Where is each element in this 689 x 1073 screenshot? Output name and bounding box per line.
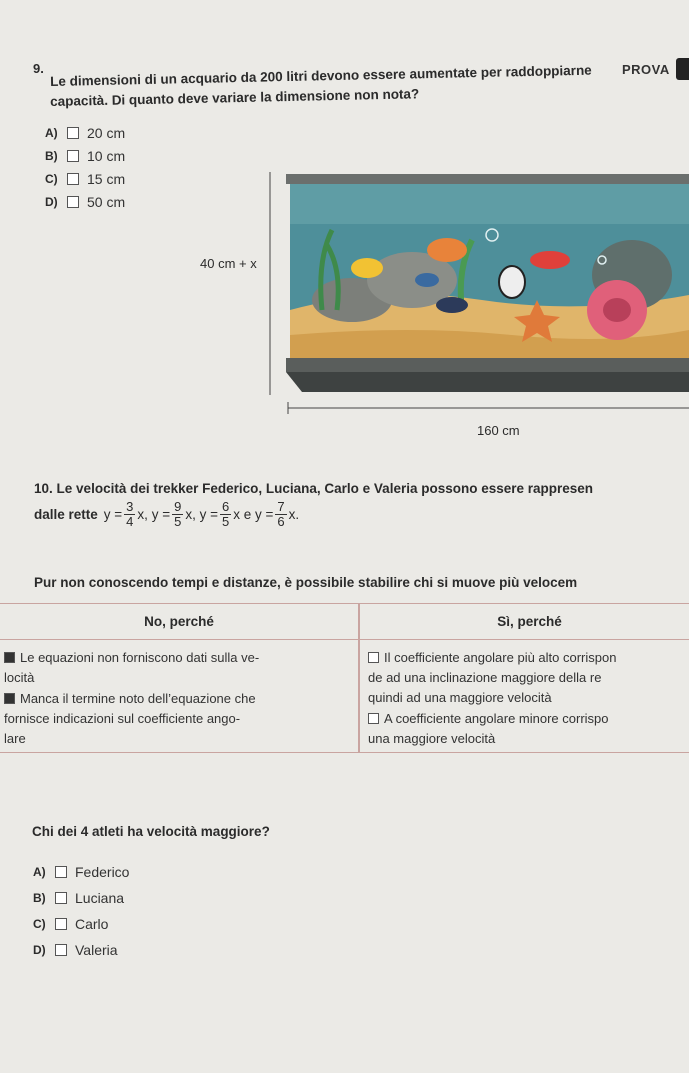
q9-option-c-checkbox[interactable] <box>67 173 79 185</box>
q10-option-d-text: Valeria <box>75 942 118 958</box>
q10-option-d-letter: D) <box>33 943 46 957</box>
q10-line2-prefix: dalle rette <box>34 507 98 522</box>
fish <box>415 273 439 287</box>
fraction-6-5: $\frac{6}{5}$ <box>221 499 230 529</box>
si-option-2-text-cont: una maggiore velocità <box>368 731 496 746</box>
prova-tab-marker <box>676 58 689 80</box>
q10-equations <box>34 500 299 529</box>
q9-option-d-letter: D) <box>45 195 58 209</box>
q10-number: 10. <box>34 481 53 496</box>
q10-option-b-checkbox[interactable] <box>55 892 67 904</box>
aquarium-illustration <box>262 160 689 415</box>
q9-text-line2: capacità. Di quanto deve variare la dimensione non nota? <box>50 86 420 109</box>
q10-option-b-letter: B) <box>33 891 46 905</box>
si-option-2-text: A coefficiente angolare minore corrispo <box>384 711 609 726</box>
q10-option-a-checkbox[interactable] <box>55 866 67 878</box>
eq3-x: x e <box>233 507 252 522</box>
q9-option-c-letter: C) <box>45 172 58 186</box>
no-option-1-text: Le equazioni non forniscono dati sulla ve- <box>20 650 260 665</box>
fraction-7-6: $\frac{7}{6}$ <box>277 499 285 529</box>
q10-line1: Le velocità dei trekker Federico, Luciana, Carlo e Valeria possono essere rappresen <box>56 481 594 496</box>
fish <box>436 297 468 313</box>
no-option-2[interactable] <box>4 689 256 749</box>
eq4-x: x. <box>288 507 300 522</box>
fish <box>351 258 383 278</box>
q10-option-a[interactable] <box>33 864 129 880</box>
q9-option-a-letter: A) <box>45 126 58 140</box>
eq3-lhs: y = <box>199 507 218 522</box>
q10-option-c-letter: C) <box>33 917 46 931</box>
q10-intro: Pur non conoscendo tempi e distanze, è possibile stabilire chi si muove più velocem <box>34 575 578 590</box>
fraction-9-5: $\frac{9}{5}$ <box>174 499 182 529</box>
q9-option-c[interactable] <box>45 171 125 187</box>
q9-option-b-checkbox[interactable] <box>67 150 79 162</box>
q10-option-b[interactable] <box>33 890 129 906</box>
q9-text-line1: Le dimensioni di un acquario da 200 litri devono essere aumentate per raddoppiarne <box>50 62 592 89</box>
q9-option-a-text: 20 cm <box>87 125 126 141</box>
no-option-2-text-cont: fornisce indicazioni sul coefficiente ango- <box>4 711 241 726</box>
table-header-no: No, perché <box>0 604 358 640</box>
q10-option-a-text: Federico <box>75 864 130 880</box>
no-option-2-text: Manca il termine noto dell’equazione che <box>20 691 256 706</box>
aquarium-length-label: 160 cm <box>477 423 520 438</box>
q9-option-a-checkbox[interactable] <box>67 127 79 139</box>
q9-option-b[interactable] <box>45 148 125 164</box>
si-option-1-text-cont2: quindi ad una maggiore velocità <box>368 690 552 705</box>
q10-option-b-text: Luciana <box>75 890 125 906</box>
q9-option-b-text: 10 cm <box>87 148 126 164</box>
q10-option-c-text: Carlo <box>75 916 109 932</box>
q10-option-c-checkbox[interactable] <box>55 918 67 930</box>
no-option-1-text-cont: locità <box>4 670 35 685</box>
q10-option-a-letter: A) <box>33 865 46 879</box>
si-option-1-text: Il coefficiente angolare più alto corrispon <box>384 650 617 665</box>
no-option-1[interactable] <box>4 648 259 688</box>
fish <box>499 266 525 298</box>
eq1-lhs: y = <box>103 507 123 522</box>
q10-option-c[interactable] <box>33 916 129 932</box>
table-header-si: Sì, perché <box>359 604 689 640</box>
q9-option-d-checkbox[interactable] <box>67 196 79 208</box>
eq2-lhs: y = <box>151 507 171 522</box>
fish <box>427 238 467 262</box>
si-option-1-text-cont: de ad una inclinazione maggiore della re <box>368 670 602 685</box>
si-option-2-checkbox[interactable] <box>368 713 379 724</box>
no-option-2-checkbox[interactable] <box>4 693 15 704</box>
q9-option-a[interactable] <box>45 125 125 141</box>
si-option-2[interactable] <box>368 709 609 749</box>
si-option-1-checkbox[interactable] <box>368 652 379 663</box>
tank-top-frame <box>286 174 689 184</box>
q10-option-d[interactable] <box>33 942 129 958</box>
prova-label: PROVA <box>622 62 670 77</box>
eq1-x: x, <box>137 507 148 522</box>
answer-table <box>0 603 689 753</box>
q9-option-d-text: 50 cm <box>87 194 126 210</box>
table-divider <box>358 604 360 752</box>
tank-stand <box>286 372 689 392</box>
q9-number: 9. <box>33 61 44 76</box>
q10-option-d-checkbox[interactable] <box>55 944 67 956</box>
fraction-3-4: $\frac{3}{4}$ <box>126 499 134 529</box>
q10-sub-question: Chi dei 4 atleti ha velocità maggiore? <box>32 824 270 839</box>
tank-base <box>286 358 689 372</box>
eq4-lhs: y = <box>255 507 274 522</box>
aquarium-height-label: 40 cm + x <box>200 256 257 271</box>
no-option-1-checkbox[interactable] <box>4 652 15 663</box>
q10-options <box>33 864 129 958</box>
si-option-1[interactable] <box>368 648 616 708</box>
no-option-2-text-cont2: lare <box>4 731 26 746</box>
eq2-x: x, <box>185 507 196 522</box>
fish <box>530 251 570 269</box>
q9-options <box>45 125 125 210</box>
q9-option-d[interactable] <box>45 194 125 210</box>
q9-option-b-letter: B) <box>45 149 58 163</box>
q9-option-c-text: 15 cm <box>87 171 126 187</box>
q10-text-line1 <box>34 479 593 499</box>
